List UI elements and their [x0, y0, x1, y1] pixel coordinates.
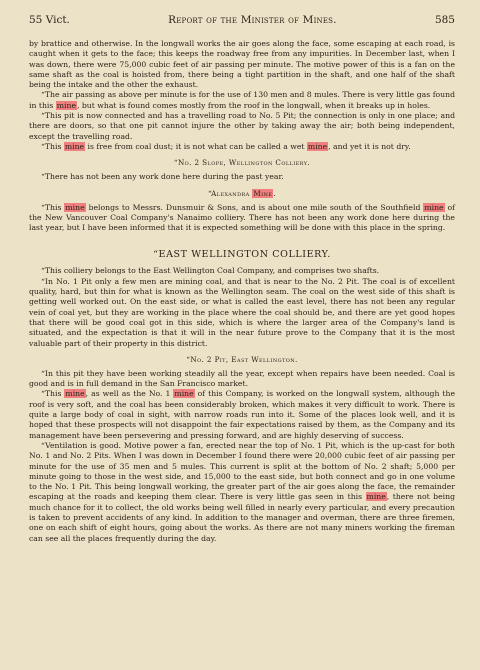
- paragraph: “This pit is now connected and has a travelling road to No. 5 Pit; the connection is only in one place; and there are doors, so that one pit cannot injure the other by taking away the air; both being independent, except the travelling road.: [29, 111, 455, 141]
- paragraph: “Ventilation is good. Motive power a fan, erected near the top of No. 1 Pit, which is the up-cast for both No. 1 and No. 2 Pits. When I was down in December I found there were 20,000 cubic feet of air passing per minute for the use of 35 men and 5 mules. This current is split at the bottom of No. 2 shaft; 5,000 per minute going to those in the west side, and 15,000 to the east side, but both connect and go in one volume to the No. 1 Pit. This being longwall working, the greater part of the air goes along the face, the remainder escaping at the roads and keeping them clear. There is very little gas seen in this mine, there not being much chance for it to collect, the old works being well filled in nearly every particular, and every precaution is taken to prevent accidents of any kind. In addition to the manager and overman, there are three firemen, one on each shift of eight hours, going about the works. As there are not many miners working the fireman can see all the places frequently during the day.: [29, 440, 455, 543]
- search-highlight: mine: [424, 202, 444, 212]
- subheading-no2-slope: “No. 2 Slope, Wellington Colliery.: [173, 158, 311, 168]
- search-highlight: mine: [56, 100, 76, 110]
- search-highlight: Mine: [253, 188, 273, 198]
- search-highlight: mine: [366, 492, 386, 502]
- paragraph: “This mine, as well as the No. 1 mine of this Company, is worked on the longwall system, although the roof is very soft, and the coal has been considerably broken, which makes it very difficult to work. There is quite a large body of coal in sight, with narrow roads run into it. Some of the places look well, and it is hoped that these prospects will not disappoint the fair expectations raised by them, as the Company and its management have been persevering and pressing forward, and are highly deserving of success.: [29, 389, 456, 440]
- body-text: [29, 39, 455, 544]
- section-heading-east-wellington: “EAST WELLINGTON COLLIERY.: [153, 249, 331, 261]
- header-title: Report of the Minister of Mines.: [168, 14, 337, 26]
- paragraph: “The air passing as above per minute is for the use of 130 men and 8 mules. There is very little gas found in this mine, but what is found comes mostly from the roof in the longwall, when it breaks up in holes.: [29, 90, 455, 110]
- paragraph: “In this pit they have been working steadily all the year, except when repairs have been needed. Coal is good and is in full demand in the San Francisco market.: [29, 368, 455, 389]
- running-head: [29, 14, 455, 26]
- paragraph: by brattice and otherwise. In the longwall works the air goes along the face, some escaping at each road, is caught when it gets to the face; this keeps the roadway free from any impurities. In December last, when I was down, there were 75,000 cubic feet of air passing per minute. The motive power of this is a fan on the same shaft as the coal is hoisted from, there being a tight partition in the shaft, and one half of the shaft being the intake and the other the exhaust.: [29, 39, 455, 90]
- paragraph: “This colliery belongs to the East Wellington Coal Company, and comprises two shafts.: [41, 266, 380, 276]
- paragraph: “This mine is free from coal dust; it is not what can be called a wet mine, and yet it is not dry.: [41, 141, 411, 151]
- page-number: 585: [434, 14, 455, 26]
- header-volume: 55 Vict.: [29, 14, 70, 26]
- search-highlight: mine: [64, 141, 85, 151]
- paragraph: “In No. 1 Pit only a few men are mining coal, and that is near to the No. 2 Pit. The coal is of excellent quality, hard, but thin for what is known as the Wellington seam. The coal on the west side of this shaft is getting well worked out. On the east side, or what is called the east level, there has not been any regular vein of coal yet, but they are working in the place where the coal should be, and there are yet good hopes that there will be good coal got in this side, which is where the larger area of the Company's land is situated, and the expectation is that it will in the near future prove to the Company that it is the most valuable part of their property in this district.: [29, 276, 455, 348]
- subheading-no2-pit: “No. 2 Pit, East Wellington.: [186, 354, 298, 364]
- paragraph: “This mine belongs to Messrs. Dunsmuir & Sons, and is about one mile south of the Southfield mine of the New Vancouver Coal Company's Nanaimo colliery. There has not been any work done here during the last year, but I have been informed that it is expected something will be done with this place in the spring.: [29, 202, 456, 233]
- search-highlight: mine: [174, 389, 194, 399]
- paragraph: “There has not been any work done here during the past year.: [41, 172, 284, 182]
- search-highlight: mine: [65, 202, 85, 212]
- search-highlight: mine: [65, 389, 85, 399]
- search-highlight: mine: [307, 141, 328, 151]
- subheading-alexandra-mine: “Alexandra Mine.: [208, 188, 276, 198]
